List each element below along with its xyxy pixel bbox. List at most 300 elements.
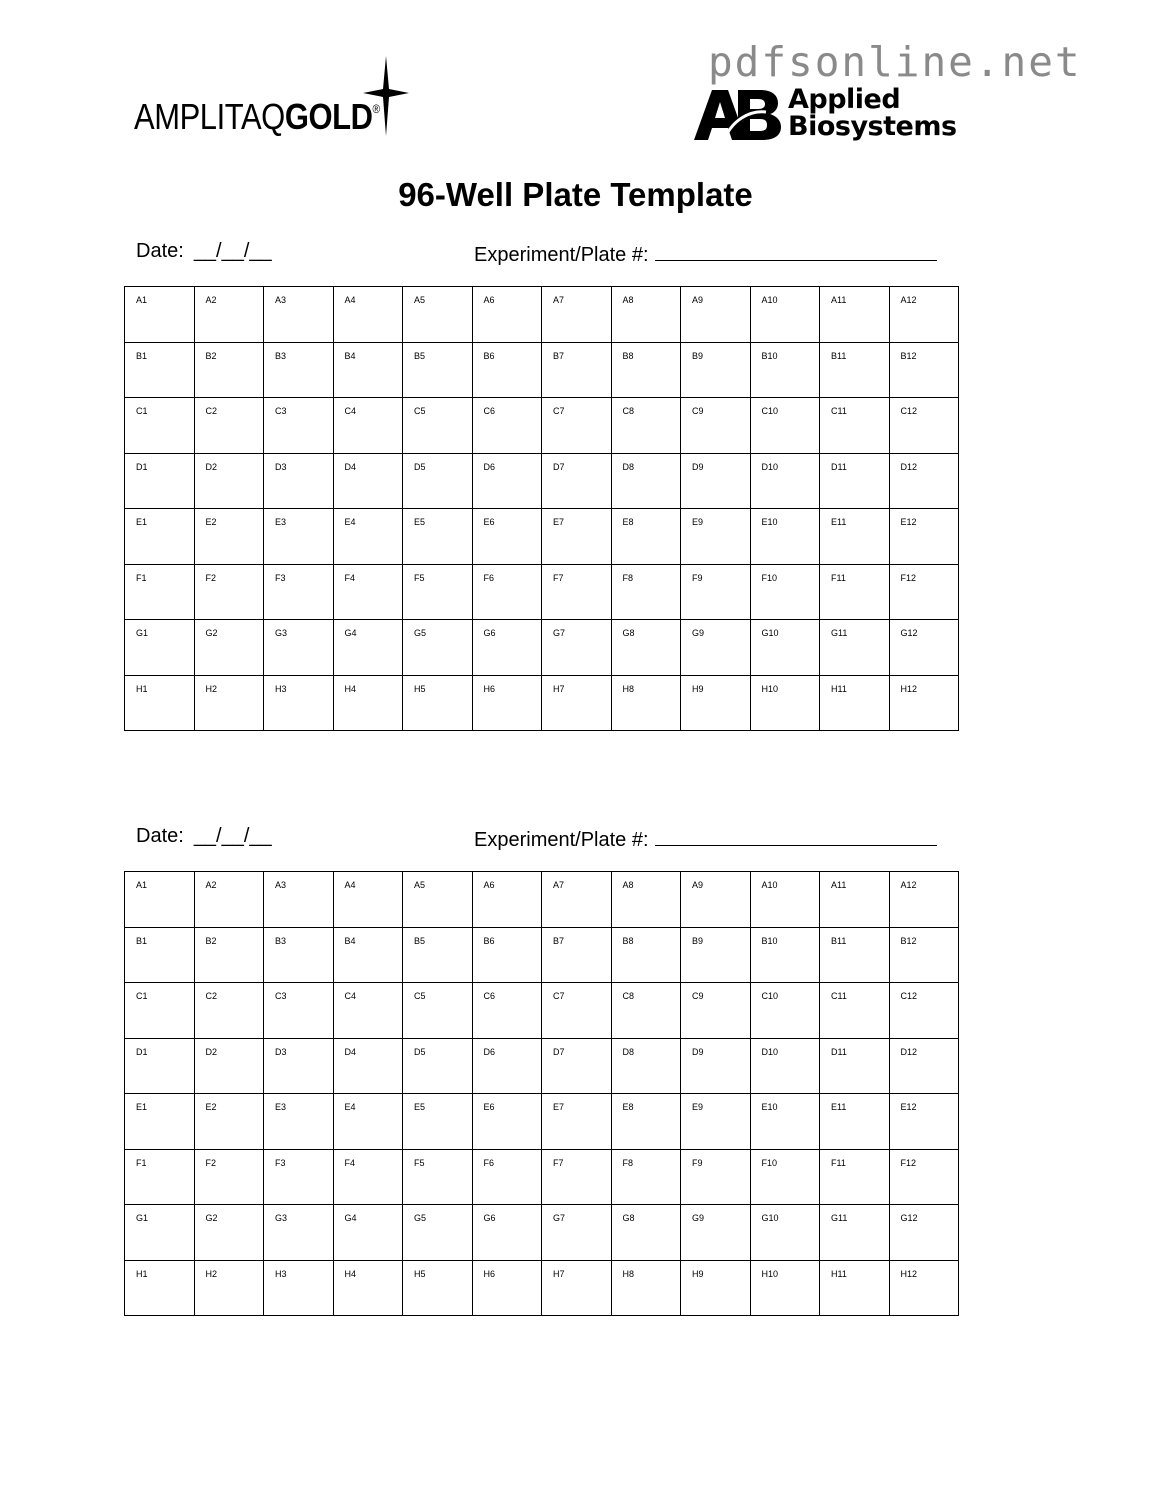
well-g8[interactable] (611, 1205, 681, 1261)
well-b8[interactable] (611, 342, 681, 398)
well-g10[interactable] (750, 620, 820, 676)
well-b7[interactable] (542, 342, 612, 398)
well-b3[interactable] (264, 342, 334, 398)
well-d3[interactable] (264, 1038, 334, 1094)
well-f3[interactable] (264, 564, 334, 620)
well-d6[interactable] (472, 453, 542, 509)
well-h3[interactable] (264, 675, 334, 731)
well-label: A6 (483, 880, 495, 890)
well-e5[interactable] (403, 1094, 473, 1150)
well-d4[interactable] (333, 453, 403, 509)
well-label: H7 (553, 1268, 565, 1279)
well-h9[interactable] (681, 675, 751, 731)
well-a7[interactable] (542, 872, 612, 928)
well-d8[interactable] (611, 1038, 681, 1094)
well-e2[interactable] (194, 1094, 264, 1150)
well-b4[interactable] (333, 342, 403, 398)
well-f2[interactable] (194, 564, 264, 620)
well-h11[interactable] (820, 1260, 890, 1316)
well-f11[interactable] (820, 564, 890, 620)
well-h12[interactable] (889, 1260, 959, 1316)
well-f2[interactable] (194, 1149, 264, 1205)
well-label: G1 (136, 628, 149, 638)
well-d1[interactable] (125, 1038, 195, 1094)
date-label: Date: (136, 240, 184, 262)
well-e7[interactable] (542, 1094, 612, 1150)
well-b11[interactable] (820, 342, 890, 398)
well-d5[interactable] (403, 1038, 473, 1094)
well-label: G6 (483, 628, 496, 638)
well-c10[interactable] (750, 983, 820, 1039)
well-b6[interactable] (472, 927, 542, 983)
well-a1[interactable] (125, 287, 195, 343)
well-label: A3 (275, 880, 287, 890)
well-f9[interactable] (681, 564, 751, 620)
well-g3[interactable] (264, 620, 334, 676)
well-e7[interactable] (542, 509, 612, 565)
well-e9[interactable] (681, 509, 751, 565)
well-d2[interactable] (194, 1038, 264, 1094)
well-label: C8 (622, 406, 635, 416)
well-label: F10 (761, 1157, 778, 1168)
well-c7[interactable] (542, 983, 612, 1039)
well-h10[interactable] (750, 675, 820, 731)
well-c11[interactable] (820, 983, 890, 1039)
well-label: B9 (692, 935, 704, 946)
star-icon (362, 56, 410, 136)
well-label: C5 (414, 406, 426, 416)
well-g5[interactable] (403, 620, 473, 676)
well-f6[interactable] (472, 1149, 542, 1205)
well-h5[interactable] (403, 675, 473, 731)
well-label: H2 (205, 1268, 218, 1279)
well-f8[interactable] (611, 564, 681, 620)
well-g7[interactable] (542, 1205, 612, 1261)
well-g4[interactable] (333, 1205, 403, 1261)
well-c6[interactable] (472, 398, 542, 454)
well-h11[interactable] (820, 675, 890, 731)
well-c1[interactable] (125, 983, 195, 1039)
well-label: C10 (761, 991, 779, 1001)
well-d5[interactable] (403, 453, 473, 509)
well-plate-grid-2 (124, 871, 959, 1316)
well-a3[interactable] (264, 872, 334, 928)
watermark: pdfsonline.net (708, 38, 1082, 86)
well-a11[interactable] (820, 287, 890, 343)
well-label: C2 (205, 406, 218, 416)
well-h12[interactable] (889, 675, 959, 731)
well-c3[interactable] (264, 983, 334, 1039)
well-d3[interactable] (264, 453, 334, 509)
well-a6[interactable] (472, 287, 542, 343)
well-f4[interactable] (333, 1149, 403, 1205)
well-b10[interactable] (750, 927, 820, 983)
well-c4[interactable] (333, 398, 403, 454)
experiment-plate-input-line[interactable] (655, 240, 937, 261)
well-b2[interactable] (194, 342, 264, 398)
well-e11[interactable] (820, 509, 890, 565)
well-label: B11 (831, 935, 847, 946)
well-h1[interactable] (125, 1260, 195, 1316)
well-d9[interactable] (681, 453, 751, 509)
well-a9[interactable] (681, 872, 751, 928)
well-c1[interactable] (125, 398, 195, 454)
well-label: E11 (831, 517, 847, 527)
well-label: H2 (205, 683, 218, 694)
well-g6[interactable] (472, 1205, 542, 1261)
well-f5[interactable] (403, 1149, 473, 1205)
well-f11[interactable] (820, 1149, 890, 1205)
well-c7[interactable] (542, 398, 612, 454)
well-e1[interactable] (125, 509, 195, 565)
well-f5[interactable] (403, 564, 473, 620)
well-f12[interactable] (889, 564, 959, 620)
well-b3[interactable] (264, 927, 334, 983)
well-label: B2 (205, 935, 217, 946)
well-f6[interactable] (472, 564, 542, 620)
well-h7[interactable] (542, 1260, 612, 1316)
well-b5[interactable] (403, 342, 473, 398)
well-label: H3 (275, 683, 287, 694)
well-b12[interactable] (889, 342, 959, 398)
well-label: E3 (275, 517, 287, 527)
well-e6[interactable] (472, 1094, 542, 1150)
well-c12[interactable] (889, 983, 959, 1039)
well-e1[interactable] (125, 1094, 195, 1150)
well-label: C10 (761, 406, 779, 416)
well-c11[interactable] (820, 398, 890, 454)
well-label: F7 (553, 572, 564, 583)
well-label: B2 (205, 350, 217, 361)
well-label: D3 (275, 1046, 287, 1057)
well-label: D8 (622, 1046, 635, 1057)
well-label: E1 (136, 517, 148, 527)
well-e2[interactable] (194, 509, 264, 565)
well-g11[interactable] (820, 620, 890, 676)
well-d11[interactable] (820, 453, 890, 509)
well-label: E10 (761, 1102, 778, 1112)
well-b6[interactable] (472, 342, 542, 398)
well-f10[interactable] (750, 1149, 820, 1205)
well-c5[interactable] (403, 983, 473, 1039)
well-d1[interactable] (125, 453, 195, 509)
well-label: H10 (761, 1268, 779, 1279)
well-f3[interactable] (264, 1149, 334, 1205)
well-label: E4 (344, 517, 356, 527)
well-g2[interactable] (194, 620, 264, 676)
plate-section-1 (0, 240, 1151, 694)
well-g8[interactable] (611, 620, 681, 676)
well-a2[interactable] (194, 872, 264, 928)
well-label: C12 (900, 406, 918, 416)
well-label: C6 (483, 991, 496, 1001)
well-h10[interactable] (750, 1260, 820, 1316)
well-label: E6 (483, 1102, 495, 1112)
well-b7[interactable] (542, 927, 612, 983)
well-label: G8 (622, 1213, 635, 1223)
well-label: A8 (622, 880, 634, 890)
well-f7[interactable] (542, 1149, 612, 1205)
well-g5[interactable] (403, 1205, 473, 1261)
amplitaq-text: AMPLITAQ (134, 96, 285, 137)
well-h7[interactable] (542, 675, 612, 731)
well-label: D5 (414, 461, 426, 472)
well-g4[interactable] (333, 620, 403, 676)
well-c9[interactable] (681, 398, 751, 454)
well-e12[interactable] (889, 509, 959, 565)
well-label: B5 (414, 350, 426, 361)
amplitaq-wordmark (134, 96, 380, 138)
well-label: D1 (136, 1046, 148, 1057)
well-label: G7 (553, 1213, 566, 1223)
well-label: D7 (553, 1046, 565, 1057)
well-d10[interactable] (750, 453, 820, 509)
well-label: D8 (622, 461, 635, 472)
well-label: D7 (553, 461, 565, 472)
well-h3[interactable] (264, 1260, 334, 1316)
well-g7[interactable] (542, 620, 612, 676)
date-value[interactable]: __/__/__ (193, 825, 272, 847)
well-a11[interactable] (820, 872, 890, 928)
well-c10[interactable] (750, 398, 820, 454)
experiment-plate-label: Experiment/Plate #: (474, 829, 649, 851)
experiment-plate-field[interactable] (474, 240, 937, 267)
well-d8[interactable] (611, 453, 681, 509)
well-label: B12 (900, 350, 917, 361)
well-b2[interactable] (194, 927, 264, 983)
well-label: H1 (136, 1268, 148, 1279)
well-c4[interactable] (333, 983, 403, 1039)
well-e11[interactable] (820, 1094, 890, 1150)
well-label: A4 (344, 880, 356, 890)
well-a2[interactable] (194, 287, 264, 343)
plate-row-h (125, 675, 959, 731)
well-e3[interactable] (264, 509, 334, 565)
well-label: F3 (275, 1157, 286, 1168)
well-h4[interactable] (333, 1260, 403, 1316)
well-label: D11 (831, 461, 847, 472)
well-c12[interactable] (889, 398, 959, 454)
gold-text: GOLD (284, 96, 373, 137)
well-label: G4 (344, 1213, 357, 1223)
well-f12[interactable] (889, 1149, 959, 1205)
well-g11[interactable] (820, 1205, 890, 1261)
well-label: F6 (483, 1157, 495, 1168)
well-h6[interactable] (472, 675, 542, 731)
well-label: D9 (692, 461, 704, 472)
well-b1[interactable] (125, 342, 195, 398)
well-g9[interactable] (681, 1205, 751, 1261)
experiment-plate-input-line[interactable] (655, 825, 937, 846)
well-h4[interactable] (333, 675, 403, 731)
well-label: D4 (344, 1046, 357, 1057)
well-a12[interactable] (889, 872, 959, 928)
well-label: G5 (414, 1213, 427, 1223)
well-f10[interactable] (750, 564, 820, 620)
well-g1[interactable] (125, 620, 195, 676)
well-label: A2 (205, 295, 217, 305)
well-d11[interactable] (820, 1038, 890, 1094)
date-value[interactable]: __/__/__ (193, 240, 272, 262)
well-label: G5 (414, 628, 427, 638)
well-a5[interactable] (403, 287, 473, 343)
well-label: C3 (275, 406, 287, 416)
well-label: E5 (414, 1102, 426, 1112)
well-a8[interactable] (611, 872, 681, 928)
date-field[interactable] (136, 825, 272, 848)
well-a4[interactable] (333, 872, 403, 928)
well-h5[interactable] (403, 1260, 473, 1316)
well-e4[interactable] (333, 509, 403, 565)
well-h9[interactable] (681, 1260, 751, 1316)
well-label: B11 (831, 350, 847, 361)
well-a12[interactable] (889, 287, 959, 343)
well-c5[interactable] (403, 398, 473, 454)
well-a9[interactable] (681, 287, 751, 343)
well-e8[interactable] (611, 1094, 681, 1150)
well-a3[interactable] (264, 287, 334, 343)
well-d2[interactable] (194, 453, 264, 509)
well-label: G2 (205, 628, 218, 638)
well-e6[interactable] (472, 509, 542, 565)
well-b1[interactable] (125, 927, 195, 983)
well-b10[interactable] (750, 342, 820, 398)
well-h2[interactable] (194, 675, 264, 731)
well-label: B8 (622, 935, 634, 946)
well-e12[interactable] (889, 1094, 959, 1150)
well-g10[interactable] (750, 1205, 820, 1261)
well-label: C1 (136, 406, 148, 416)
well-label: G7 (553, 628, 566, 638)
well-e8[interactable] (611, 509, 681, 565)
well-b5[interactable] (403, 927, 473, 983)
plate-row-c (125, 398, 959, 454)
well-label: G2 (205, 1213, 218, 1223)
well-label: B5 (414, 935, 426, 946)
well-label: E2 (205, 517, 217, 527)
well-f7[interactable] (542, 564, 612, 620)
well-f8[interactable] (611, 1149, 681, 1205)
well-label: F5 (414, 1157, 425, 1168)
well-label: H7 (553, 683, 565, 694)
well-b4[interactable] (333, 927, 403, 983)
well-c2[interactable] (194, 398, 264, 454)
well-g6[interactable] (472, 620, 542, 676)
well-h1[interactable] (125, 675, 195, 731)
well-label: B4 (344, 935, 356, 946)
well-b9[interactable] (681, 342, 751, 398)
well-label: F6 (483, 572, 495, 583)
well-c3[interactable] (264, 398, 334, 454)
well-g12[interactable] (889, 620, 959, 676)
plate-row-f (125, 1149, 959, 1205)
well-label: A1 (136, 880, 148, 890)
well-h6[interactable] (472, 1260, 542, 1316)
well-h8[interactable] (611, 1260, 681, 1316)
well-label: B7 (553, 935, 565, 946)
well-label: A11 (831, 880, 847, 890)
well-b9[interactable] (681, 927, 751, 983)
well-a8[interactable] (611, 287, 681, 343)
well-f9[interactable] (681, 1149, 751, 1205)
well-c6[interactable] (472, 983, 542, 1039)
plate-row-e (125, 1094, 959, 1150)
well-a4[interactable] (333, 287, 403, 343)
well-label: E7 (553, 1102, 565, 1112)
plate-row-f (125, 564, 959, 620)
well-h2[interactable] (194, 1260, 264, 1316)
well-c8[interactable] (611, 983, 681, 1039)
well-label: E7 (553, 517, 565, 527)
applied-biosystems-logo (694, 86, 964, 146)
well-a6[interactable] (472, 872, 542, 928)
well-d9[interactable] (681, 1038, 751, 1094)
well-b11[interactable] (820, 927, 890, 983)
plate-header-1 (0, 240, 1151, 270)
well-c2[interactable] (194, 983, 264, 1039)
well-c8[interactable] (611, 398, 681, 454)
well-label: H4 (344, 683, 357, 694)
well-label: G9 (692, 1213, 705, 1223)
well-g3[interactable] (264, 1205, 334, 1261)
well-d10[interactable] (750, 1038, 820, 1094)
well-f1[interactable] (125, 564, 195, 620)
well-g12[interactable] (889, 1205, 959, 1261)
well-a10[interactable] (750, 872, 820, 928)
well-d7[interactable] (542, 1038, 612, 1094)
well-d12[interactable] (889, 453, 959, 509)
well-label: D5 (414, 1046, 426, 1057)
well-e10[interactable] (750, 509, 820, 565)
well-h8[interactable] (611, 675, 681, 731)
well-e4[interactable] (333, 1094, 403, 1150)
well-a7[interactable] (542, 287, 612, 343)
well-label: F2 (205, 1157, 217, 1168)
date-field[interactable] (136, 240, 272, 263)
well-e3[interactable] (264, 1094, 334, 1150)
well-e9[interactable] (681, 1094, 751, 1150)
well-label: E5 (414, 517, 426, 527)
well-c9[interactable] (681, 983, 751, 1039)
well-label: E6 (483, 517, 495, 527)
well-g2[interactable] (194, 1205, 264, 1261)
well-b12[interactable] (889, 927, 959, 983)
well-d4[interactable] (333, 1038, 403, 1094)
well-a10[interactable] (750, 287, 820, 343)
well-f4[interactable] (333, 564, 403, 620)
well-label: E3 (275, 1102, 287, 1112)
well-g9[interactable] (681, 620, 751, 676)
well-e10[interactable] (750, 1094, 820, 1150)
well-d7[interactable] (542, 453, 612, 509)
well-label: H9 (692, 1268, 704, 1279)
well-label: F1 (136, 572, 147, 583)
well-a5[interactable] (403, 872, 473, 928)
well-label: D6 (483, 1046, 496, 1057)
well-a1[interactable] (125, 872, 195, 928)
well-label: A8 (622, 295, 634, 305)
well-g1[interactable] (125, 1205, 195, 1261)
well-label: C11 (831, 991, 847, 1001)
well-f1[interactable] (125, 1149, 195, 1205)
well-d6[interactable] (472, 1038, 542, 1094)
well-d12[interactable] (889, 1038, 959, 1094)
well-label: F3 (275, 572, 286, 583)
well-label: C12 (900, 991, 918, 1001)
well-e5[interactable] (403, 509, 473, 565)
well-b8[interactable] (611, 927, 681, 983)
experiment-plate-field[interactable] (474, 825, 937, 852)
